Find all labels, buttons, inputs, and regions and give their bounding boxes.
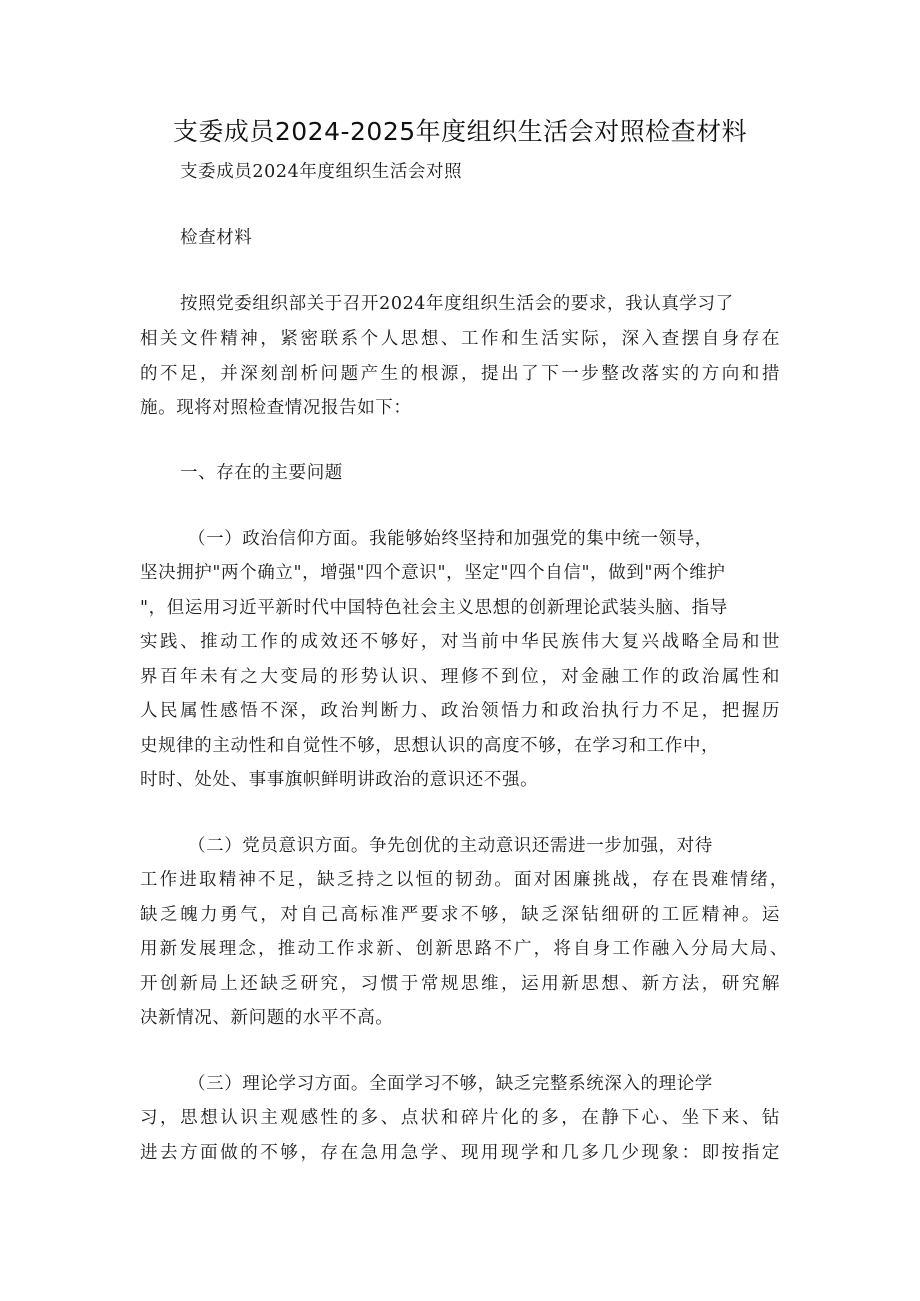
paragraph-line: 实践、推动工作的成效还不够好，对当前中华民族伟大复兴战略全局和世 xyxy=(140,632,780,652)
paragraph-line: 决新情况、新问题的水平不高。 xyxy=(140,1008,394,1028)
intro-line: 相关文件精神，紧密联系个人思想、工作和生活实际，深入查摆自身存在 xyxy=(140,329,780,349)
paragraph-line: 时时、处处、事事旗帜鲜明讲政治的意识还不强。 xyxy=(140,770,539,790)
document-title: 支委成员2024-2025年度组织生活会对照检查材料 xyxy=(172,117,748,146)
paragraph-line: "，但运用习近平新时代中国特色社会主义思想的创新理论武装头脑、指导 xyxy=(140,598,728,618)
intro-line: 施。现将对照检查情况报告如下： xyxy=(140,398,412,418)
document-subtitle: 支委成员2024年度组织生活会对照 xyxy=(180,162,463,182)
paragraph-line: 习，思想认识主观感性的多、点状和碎片化的多，在静下心、坐下来、钻 xyxy=(140,1108,780,1128)
paragraph-line: 开创新局上还缺乏研究，习惯于常规思维，运用新思想、新方法，研究解 xyxy=(140,974,780,994)
paragraph-line: （三）理论学习方面。全面学习不够，缺乏完整系统深入的理论学 xyxy=(188,1074,713,1094)
intro-line: 的不足，并深刻剖析问题产生的根源，提出了下一步整改落实的方向和措 xyxy=(140,364,780,384)
paragraph-line: 坚决拥护"两个确立"，增强"四个意识"，坚定"四个自信"，做到"两个维护 xyxy=(140,563,726,583)
document-subtitle-continued: 检查材料 xyxy=(180,228,253,248)
paragraph-line: （一）政治信仰方面。我能够始终坚持和加强党的集中统一领导， xyxy=(188,529,713,549)
paragraph-line: 界百年未有之大变局的形势认识、理修不到位，对金融工作的政治属性和 xyxy=(140,667,780,687)
paragraph-line: 缺乏魄力勇气，对自己高标准严要求不够，缺乏深钻细研的工匠精神。运 xyxy=(140,905,780,925)
paragraph-line: 史规律的主动性和自觉性不够，思想认识的高度不够，在学习和工作中， xyxy=(140,736,720,756)
paragraph-line: 人民属性感悟不深，政治判断力、政治领悟力和政治执行力不足，把握历 xyxy=(140,701,780,721)
intro-line: 按照党委组织部关于召开2024年度组织生活会的要求，我认真学习了 xyxy=(180,294,734,314)
paragraph-line: （二）党员意识方面。争先创优的主动意识还需进一步加强，对待 xyxy=(188,836,713,856)
paragraph-line: 用新发展理念，推动工作求新、创新思路不广，将自身工作融入分局大局、 xyxy=(140,939,788,959)
section-heading: 一、存在的主要问题 xyxy=(180,463,343,483)
paragraph-line: 工作进取精神不足，缺乏持之以恒的韧劲。面对困廉挑战，存在畏难情绪， xyxy=(140,870,788,890)
paragraph-line: 进去方面做的不够，存在急用急学、现用现学和几多几少现象：即按指定 xyxy=(140,1143,780,1163)
